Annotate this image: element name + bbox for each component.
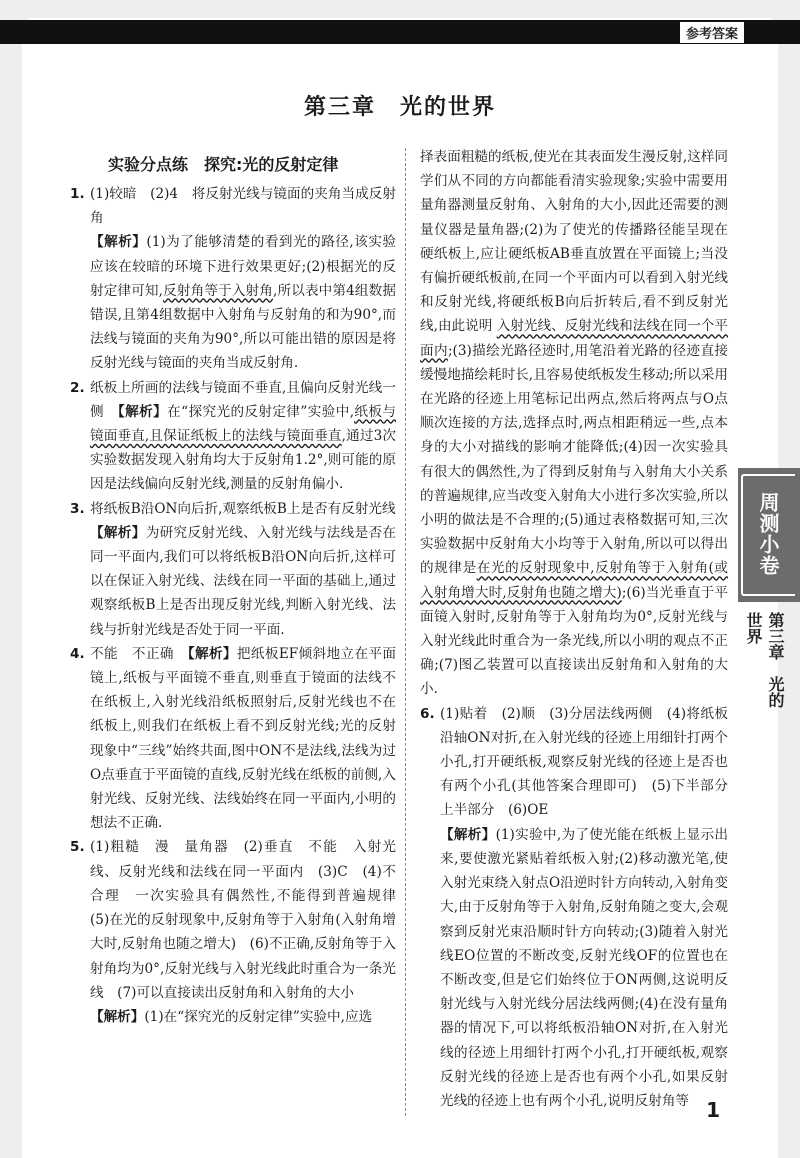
answer-text: 将纸板B沿ON向后折,观察纸板B上是否有反射光线 — [90, 500, 396, 517]
question-number: 2. — [70, 379, 85, 396]
analysis-label: 【解析】 — [90, 234, 147, 251]
side-chapter-label: 第三章 光的世界 — [744, 612, 785, 708]
question-1 — [70, 182, 396, 376]
question-3 — [70, 497, 396, 642]
analysis-text: ;(3)描绘光路径迹时,用笔沿着光路的径迹直接缓慢地描绘耗时长,且容易使纸板发生移动;所以采用在光路的径迹上用笔标记出两点,然后将两点与O点顺次连接的方法,选择点时,两点相距稍远一些,点本身的大小对描线的影响才能降低;(4)因一次实验具有很大的偶然性,为了得到反射角与入射角大小关系的普遍规律,应当改变入射角大小进行多次实验,所以小明的做法是不合理的;(5)通过表格数据可知,三次实验数据中反射角大小均等于入射角,所以可以得出的规律是 — [420, 342, 729, 577]
question-number: 4. — [70, 645, 85, 662]
underlined-text: 在光的反射现象中,反射角等于入射角(或入射角增大时,反射角也随之增大) — [420, 560, 729, 601]
analysis-text: ;(6)当光垂直于平面镜入射时,反射角等于入射角均为0°,反射光线与入射光线此时重合为一条光线,所以小明的观点不正确;(7)图乙装置可以直接读出反射角和入射角的大小. — [420, 584, 729, 698]
analysis-text: (1)在“探究光的反射定律”实验中,应选 — [144, 1008, 373, 1025]
question-number: 6. — [420, 705, 435, 722]
analysis-label: 【解析】 — [117, 403, 168, 420]
answer-text: (1)贴着 (2)顺 (3)分居法线两侧 (4)将纸板沿轴ON对折,在入射光线的径迹上用细针打两个小孔,打开硬纸板,观察反射光线的径迹上是否也有两个小孔(其他答案合理即可) (5)下半部分 上半部分 (6)OE — [440, 705, 742, 819]
analysis-text: ,通过3次实验数据发现入射角均大于反射角1.2°,则可能的原因是法线偏向反射光线,测量的反射角偏小. — [90, 428, 396, 493]
analysis-label: 【解析】 — [187, 645, 237, 662]
answer-text: (1)粗糙 漫 量角器 (2)垂直 不能 入射光线、反射光线和法线在同一平面内 (3)C (4)不合理 一次实验具有偶然性,不能得到普遍规律 (5)在光的反射现象中,反射角等于入射角(入射角增大时,反射角也随之增大) (6)不正确,反射角等于入射角均为0°,反射光线与入射光线此时重合为一条光线 (7)可以直接读出反射角和入射角的大小 — [90, 839, 410, 1001]
analysis-text: ,所以表中第4组数据错误,且第4组数据中入射角与反射角的和为90°,而法线与镜面的夹角为90°,所以可能出错的原因是将反射光线与镜面的夹角当成反射角. — [90, 282, 396, 372]
analysis-text: 把纸板EF倾斜地立在平面镜上,纸板与平面镜不垂直,则垂直于镜面的法线不在纸板上,入射光线沿纸板照射后,反射光线也不在纸板上,则我们在纸板上看不到反射光线;光的反射现象中“三线”始终共面,图中ON不是法线,法线为过O点垂直于平面镜的直线,反射光线在纸板的前侧,入射光线、反射光线、法线始终在同一平面内,小明的想法不正确. — [90, 645, 396, 832]
analysis-label: 【解析】 — [90, 524, 146, 541]
analysis-text: (1)为了能够清楚的看到光的路径,该实验应该在较暗的环境下进行效果更好;(2)根据光的反射定律可知, — [90, 234, 397, 299]
tab-label: 周测小卷 — [756, 492, 780, 576]
question-5-continued — [420, 145, 728, 702]
analysis-label: 【解析】 — [90, 1008, 145, 1025]
question-4 — [70, 642, 396, 836]
answer-text: 纸板上所画的法线与镜面不垂直,且偏向反射光线一侧 — [90, 379, 396, 420]
right-column — [420, 145, 742, 1113]
chapter-title: 第三章 光的世界 — [303, 95, 496, 120]
question-5 — [70, 835, 410, 1029]
tab-bracket — [741, 474, 795, 596]
underlined-text: 纸板与镜面垂直,且保证纸板上的法线与镜面垂直 — [90, 403, 396, 445]
question-2 — [70, 376, 396, 497]
header-label: 参考答案 — [680, 22, 744, 43]
question-6 — [420, 702, 742, 1113]
analysis-text: 在“探究光的反射定律”实验中, — [167, 403, 355, 420]
page-number: 1 — [706, 1098, 720, 1122]
analysis-text: 为研究反射光线、入射光线与法线是否在同一平面内,我们可以将纸板B沿ON向后折,这样可以在保证入射光线、法线在同一平面的基础上,通过观察纸板B上是否出现反射光线,判断入射光线、法线与折射光线是否处于同一平面. — [90, 524, 397, 638]
underlined-text: 入射光线、反射光线和法线在同一个平面内 — [420, 318, 729, 359]
question-number: 1. — [70, 186, 85, 202]
analysis-text: (1)实验中,为了使光能在纸板上显示出来,要使激光紧贴着纸板入射;(2)移动激光笔,使入射光束绕入射点O沿逆时针方向转动,入射角变大,由于反射角等于入射角,反射角随之变大,会观察到反射光束沿顺时针方向转动;(3)随着入射光线EO位置的不断改变,反射光线OF的位置也在不断改变,但是它们始终位于ON两侧,这说明反射光线与入射光线分居法线两侧;(4)在没有量角器的情况下,可以将纸板沿轴ON对折,在入射光线的径迹上用细针打两个小孔,打开硬纸板,观察反射光线的径迹上是否也有两个小孔,如果反射光线的径迹上也有两个小孔,说明反射角等 — [440, 826, 729, 1109]
analysis-text: 择表面粗糙的纸板,使光在其表面发生漫反射,这样同学们从不同的方向都能看清实验现象;实验中需要用量角器测量反射角、入射角的大小,因此还需要的测量仪器是量角器;(2)为了使光的传播路径能呈现在硬纸板上,应让硬纸板AB垂直放置在平面镜上;当没有偏折硬纸板前,在同一个平面内可以看到入射光线和反射光线,将硬纸板B向后折转后,看不到反射光线,由此说明 — [420, 149, 728, 335]
left-column — [70, 182, 410, 1029]
header-bar — [0, 20, 800, 44]
analysis-label: 【解析】 — [440, 826, 496, 843]
answer-text: (1)较暗 (2)4 将反射光线与镜面的夹角当成反射角 — [90, 186, 396, 227]
section-title: 实验分点练 探究:光的反射定律 — [108, 155, 339, 174]
side-tab — [738, 468, 800, 602]
answer-text: 不能 不正确 — [90, 645, 188, 662]
question-number: 5. — [70, 839, 85, 856]
underlined-text: 反射角等于入射角 — [163, 282, 274, 299]
question-number: 3. — [70, 500, 85, 517]
column-divider — [405, 148, 406, 1116]
